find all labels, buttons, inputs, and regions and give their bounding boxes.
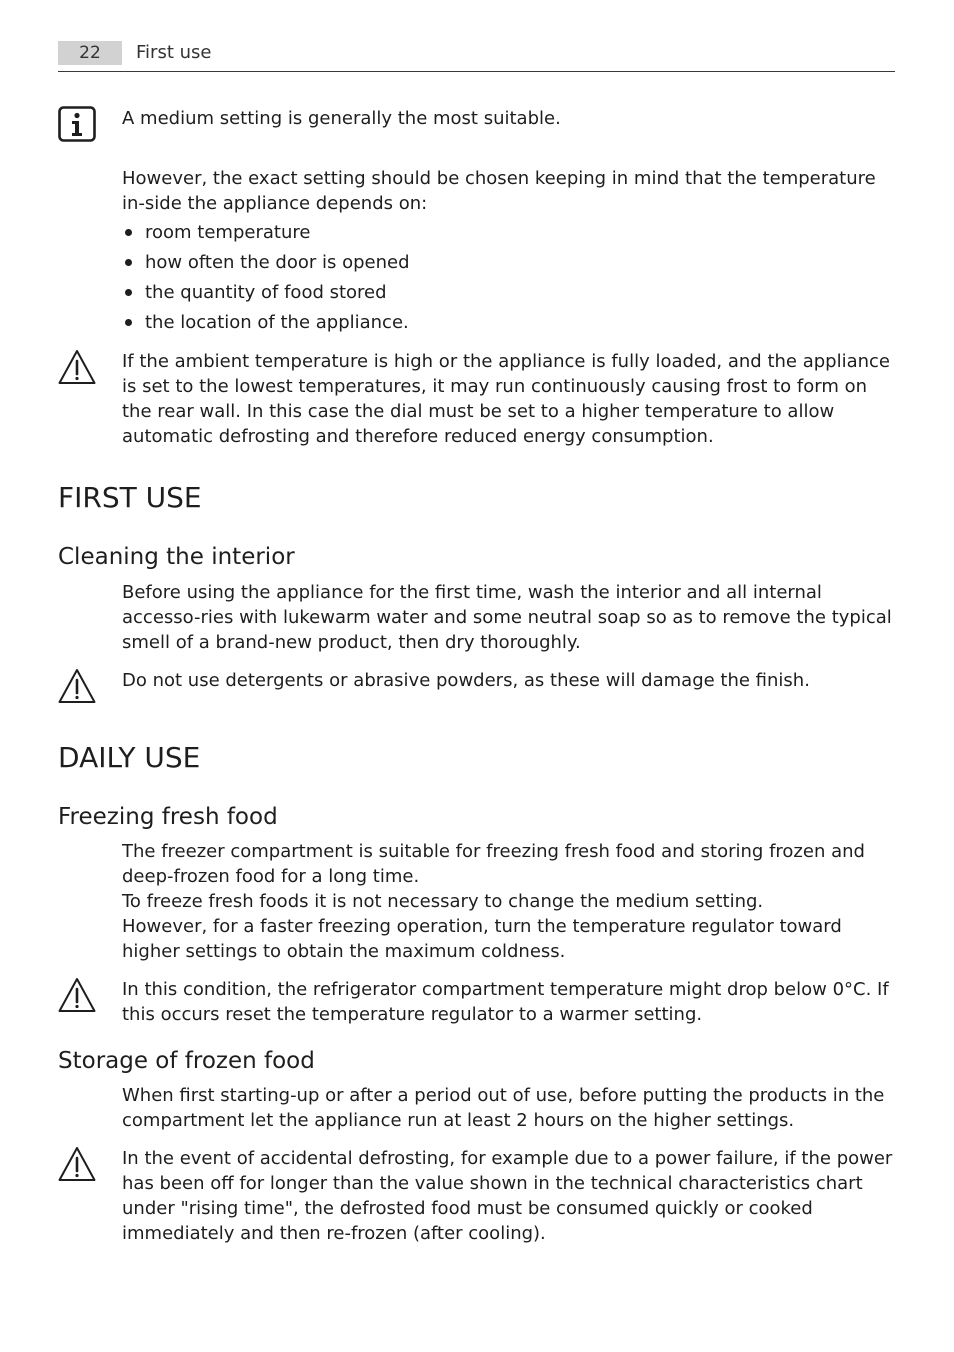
warning-icon — [58, 349, 96, 385]
storage-text: When first starting-up or after a period out of use, before putting the products in the compartment let the appliance run at least 2 hours on the higher settings. — [122, 1085, 885, 1131]
info-note-text: A medium setting is generally the most suitable. — [122, 108, 561, 129]
heading-freezing-fresh-food: Freezing fresh food — [58, 804, 278, 830]
section-title-daily-use: DAILY USE — [58, 741, 201, 774]
list-item: how often the door is opened — [122, 250, 895, 280]
heading-cleaning-interior: Cleaning the interior — [58, 544, 295, 570]
intro-text: However, the exact setting should be chosen keeping in mind that the temperature in-side the appliance depends on: — [122, 168, 876, 214]
info-icon — [58, 106, 96, 142]
page-header — [58, 41, 895, 72]
list-item: the location of the appliance. — [122, 310, 895, 340]
warning-icon — [58, 977, 96, 1013]
section-title-first-use: FIRST USE — [58, 481, 202, 514]
page-number: 22 — [58, 41, 122, 65]
freezing-text: The freezer compartment is suitable for freezing fresh food and storing frozen and deep-frozen food for a long time. To freeze fresh foods it is not necessary to change the medium setting. However, for a faster freezing operation, turn the temperature regulator toward higher settings to obtain the maximum coldness. — [122, 841, 865, 962]
heading-storage-frozen-food: Storage of frozen food — [58, 1048, 315, 1074]
list-item: the quantity of food stored — [122, 280, 895, 310]
warning-icon — [58, 1146, 96, 1182]
freezing-warning-text: In this condition, the refrigerator compartment temperature might drop below 0°C. If this occurs reset the temperature regulator to a warmer setting. — [122, 979, 889, 1025]
warning-icon — [58, 668, 96, 704]
cleaning-warning-text: Do not use detergents or abrasive powders, as these will damage the finish. — [122, 670, 810, 691]
storage-warning-text: In the event of accidental defrosting, for example due to a power failure, if the power has been off for longer than the value shown in the technical characteristics chart under "rising time", the defrosted food must be consumed quickly or cooked immediately and then re-frozen (after cooling). — [122, 1148, 893, 1244]
header-section-title: First use — [136, 42, 212, 63]
cleaning-text: Before using the appliance for the first time, wash the interior and all internal accesso-ries with lukewarm water and some neutral soap so as to remove the typical smell of a brand-new product, then dry thoroughly. — [122, 582, 892, 653]
list-item: room temperature — [122, 220, 895, 250]
intro-bullet-list — [122, 220, 895, 340]
warning-ambient-text: If the ambient temperature is high or the appliance is fully loaded, and the appliance is set to the lowest temperatures, it may run continuously causing frost to form on the rear wall. In this case the dial must be set to a higher temperature to allow automatic defrosting and therefore reduced energy consumption. — [122, 351, 890, 447]
